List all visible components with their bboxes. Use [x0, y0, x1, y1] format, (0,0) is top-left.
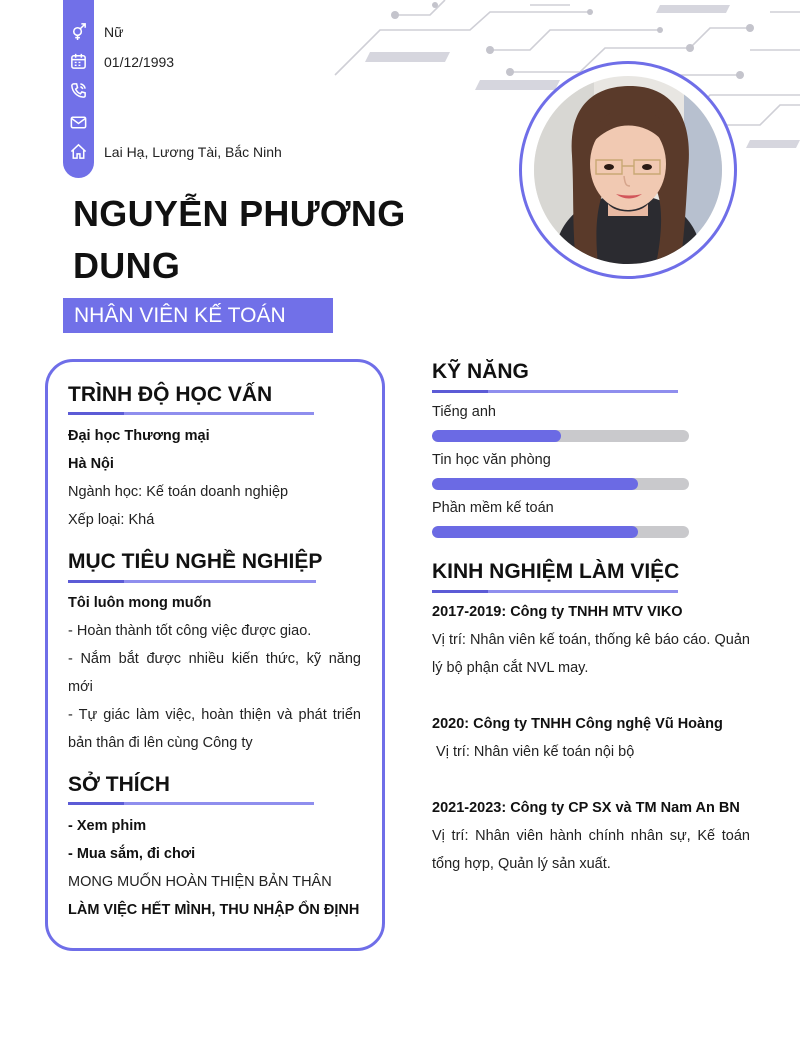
job-detail: Vị trí: Nhân viên kế toán, thống kê báo cáo. Quản lý bộ phận cắt NVL may. — [432, 632, 750, 676]
experience-title: KINH NGHIỆM LÀM VIỆC — [432, 560, 680, 583]
skill-bar-track — [432, 478, 689, 490]
job-heading: 2020: Công ty TNHH Công nghệ Vũ Hoàng — [432, 716, 723, 732]
skill-bar-track — [432, 430, 689, 442]
hobbies-title: SỞ THÍCH — [68, 773, 170, 796]
gender-value: Nữ — [104, 24, 124, 40]
education-title: TRÌNH ĐỘ HỌC VẤN — [68, 383, 273, 406]
experience-underline — [432, 590, 678, 593]
skill-label: Tiếng anh — [432, 404, 496, 420]
email-icon — [69, 113, 88, 132]
address-value: Lai Hạ, Lương Tài, Bắc Ninh — [104, 144, 282, 160]
objective-item: - Tự giác làm việc, hoàn thiện và phát triển bản thân đi lên cùng Công ty — [68, 707, 361, 751]
hobbies-underline — [68, 802, 314, 805]
skill-bar-fill — [432, 478, 638, 490]
hobby-item: - Mua sắm, đi chơi — [68, 846, 196, 862]
hobby-motto: LÀM VIỆC HẾT MÌNH, THU NHẬP ỔN ĐỊNH — [68, 902, 360, 918]
calendar-icon — [69, 52, 88, 71]
job-heading: 2017-2019: Công ty TNHH MTV VIKO — [432, 604, 683, 620]
skills-underline — [432, 390, 678, 393]
objective-item: - Nắm bắt được nhiều kiến thức, kỹ năng mới — [68, 651, 361, 695]
objective-item: - Hoàn thành tốt công việc được giao. — [68, 623, 312, 639]
full-name: NGUYỄN PHƯƠNG DUNG — [73, 193, 406, 286]
skill-label: Tin học văn phòng — [432, 452, 551, 468]
profile-photo-frame — [519, 61, 737, 279]
birthdate-value: 01/12/1993 — [104, 54, 175, 70]
education-major: Ngành học: Kế toán doanh nghiệp — [68, 484, 289, 500]
objective-intro: Tôi luôn mong muốn — [68, 595, 212, 611]
phone-icon — [69, 81, 88, 100]
gender-icon — [69, 22, 88, 41]
education-grade: Xếp loại: Khá — [68, 512, 155, 528]
skill-bar-fill — [432, 430, 561, 442]
objective-underline — [68, 580, 316, 583]
skills-title: KỸ NĂNG — [432, 360, 529, 383]
skill-bar-track — [432, 526, 689, 538]
job-title: NHÂN VIÊN KẾ TOÁN — [63, 298, 333, 333]
education-school: Đại học Thương mại — [68, 428, 210, 444]
job-detail: Vị trí: Nhân viên kế toán nội bộ — [432, 744, 635, 760]
home-icon — [69, 142, 88, 161]
education-city: Hà Nội — [68, 456, 114, 472]
skill-bar-fill — [432, 526, 638, 538]
hobby-goal: MONG MUỐN HOÀN THIỆN BẢN THÂN — [68, 874, 332, 890]
contact-strip — [63, 0, 94, 178]
education-underline — [68, 412, 314, 415]
profile-photo — [534, 76, 722, 264]
job-detail: Vị trí: Nhân viên hành chính nhân sự, Kế toán tổng hợp, Quản lý sản xuất. — [432, 828, 750, 872]
job-heading: 2021-2023: Công ty CP SX và TM Nam An BN — [432, 800, 740, 816]
skill-label: Phần mềm kế toán — [432, 500, 554, 516]
hobby-item: - Xem phim — [68, 818, 147, 834]
objective-title: MỤC TIÊU NGHỀ NGHIỆP — [68, 550, 323, 573]
